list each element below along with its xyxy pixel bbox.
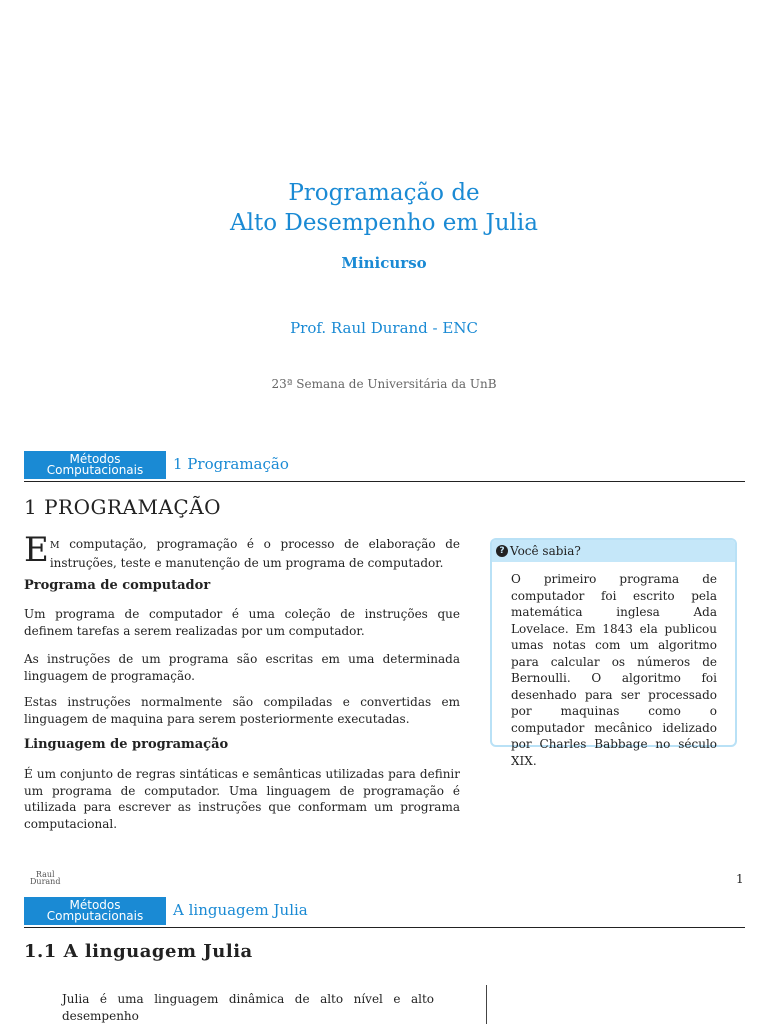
paragraph-4: É um conjunto de regras sintáticas e semânticas utilizadas para definir um programa de computador. Uma linguagem de programação é utilizada para escrever as instruções que conformam um programa computacional. [24,767,460,831]
section-header-title-2: A linguagem Julia [173,901,308,919]
section-header-box-2 [24,897,166,925]
header-rule-2 [24,927,745,928]
document-title-line1: Programação de [288,180,480,206]
drop-cap: E [24,530,49,570]
did-you-know-header [492,540,735,562]
document-author: Prof. Raul Durand - ENC [290,319,478,337]
header-box-line1: Métodos [69,452,121,466]
footer-author-line2: Durand [30,877,61,886]
header-box-line2: Computacionais [46,463,144,477]
small-caps-letter: M [49,540,60,551]
intro-text: computação, programação é o processo de elaboração de instruções, teste e manutenção de um programa de computador. [49,537,460,570]
footer-author [30,871,60,885]
subsection-heading: 1.1 A linguagem Julia [24,941,253,962]
footer-author-line1: Raul [35,870,55,879]
section-header-title: 1 Programação [173,455,289,473]
document-title-line2: Alto Desempenho em Julia [230,210,538,236]
julia-paragraph: Julia é uma linguagem dinâmica de alto nível e alto desempenho [62,992,434,1023]
page-number: 1 [736,872,744,886]
intro-paragraph [24,530,460,571]
header-rule [24,481,745,482]
subheading-programa: Programa de computador [24,578,211,593]
question-circle-icon: ? [496,545,508,557]
document-subtitle: Minicurso [341,254,427,272]
did-you-know-title: Você sabia? [510,544,581,558]
paragraph-3: Estas instruções normalmente são compiladas e convertidas em linguagem de maquina para serem posteriormente executadas. [24,695,460,726]
section-header-box [24,451,166,479]
subheading-linguagem: Linguagem de programação [24,737,229,752]
document-event: 23ª Semana de Universitária da UnB [271,377,497,391]
section-heading: 1 PROGRAMAÇÃO [24,495,222,519]
header-box-line2: Computacionais [46,909,144,923]
header-box-line1: Métodos [69,898,121,912]
did-you-know-text: O primeiro programa de computador foi escrito pela matemática inglesa Ada Lovelace. Em 1843 ela publicou umas notas com um algoritmo para calcular os números de Bernoulli. O algoritmo foi desenhado para ser processado por maquinas como o computador mecânico idelizado por Charles Babbage no século XIX. [511,572,717,768]
did-you-know-box [490,538,737,768]
paragraph-1: Um programa de computador é uma coleção de instruções que definem tarefas a serem realizadas por um computador. [24,607,460,638]
column-divider [486,985,487,1024]
paragraph-2: As instruções de um programa são escritas em uma determinada linguagem de programação. [24,652,460,683]
